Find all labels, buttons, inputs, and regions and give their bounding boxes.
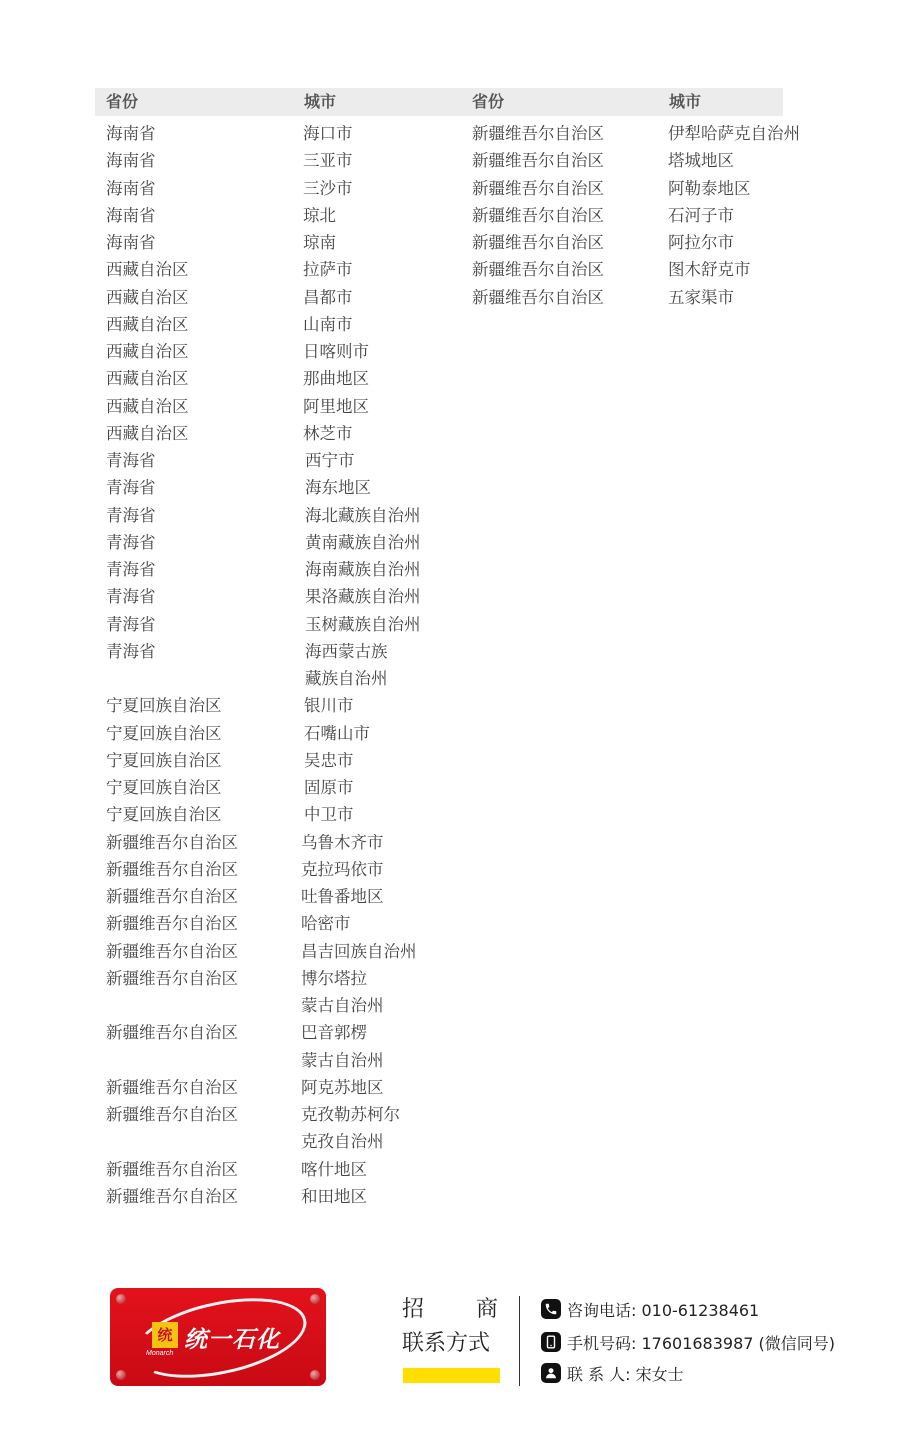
screw-icon [116, 1370, 126, 1380]
row-city: 昌吉回族自治州 [301, 941, 417, 961]
row-province: 新疆维吾尔自治区 [106, 1159, 238, 1179]
row-province: 宁夏回族自治区 [106, 778, 222, 797]
row-province: 青海省 [106, 641, 156, 661]
row-province: 宁夏回族自治区 [106, 723, 222, 743]
row-city: 山南市 [303, 314, 353, 334]
row-province: 宁夏回族自治区 [106, 805, 222, 825]
row-city-continuation: 克孜自治州 [301, 1132, 384, 1152]
row-city: 克孜勒苏柯尔 [301, 1105, 400, 1124]
row-province: 新疆维吾尔自治区 [472, 205, 604, 225]
row-province: 新疆维吾尔自治区 [106, 1105, 238, 1124]
row-province: 青海省 [106, 505, 156, 525]
screw-icon [310, 1370, 320, 1380]
screw-icon [116, 1294, 126, 1304]
row-city: 塔城地区 [668, 151, 734, 171]
recruit-title-char: 招 [402, 1297, 425, 1322]
row-city: 林芝市 [303, 423, 353, 443]
contact-mobile-text: 手机号码: 17601683987 (微信同号) [567, 1333, 836, 1353]
row-city: 昌都市 [303, 287, 353, 307]
row-province: 海南省 [106, 233, 156, 252]
row-city: 五家渠市 [668, 287, 734, 307]
row-province: 宁夏回族自治区 [106, 750, 222, 770]
row-city: 三亚市 [303, 151, 353, 171]
recruit-title [402, 1296, 498, 1324]
row-province: 西藏自治区 [106, 260, 189, 280]
table-header-city: 城市 [669, 92, 702, 111]
row-city: 海西蒙古族 [305, 641, 388, 661]
contact-person-text: 联 系 人: 宋女士 [567, 1364, 684, 1384]
row-city: 西宁市 [305, 451, 355, 470]
row-city: 琼南 [303, 233, 336, 252]
row-city: 喀什地区 [301, 1159, 367, 1179]
row-city: 阿克苏地区 [301, 1077, 384, 1097]
logo-subtext: Monarch [146, 1350, 174, 1357]
contact-subtitle: 联系方式 [402, 1331, 491, 1356]
row-city-continuation: 蒙古自治州 [301, 1050, 384, 1070]
row-province: 青海省 [106, 478, 156, 498]
row-city: 银川市 [304, 696, 354, 716]
logo-name: 统一石化 [184, 1327, 280, 1353]
row-city: 三沙市 [303, 178, 353, 198]
recruit-title-char: 商 [475, 1297, 498, 1322]
row-city: 果洛藏族自治州 [305, 587, 421, 607]
row-province: 宁夏回族自治区 [106, 696, 222, 716]
row-city: 巴音郭楞 [301, 1023, 367, 1043]
row-city: 海南藏族自治州 [305, 560, 421, 579]
row-city: 海北藏族自治州 [305, 505, 421, 525]
row-province: 西藏自治区 [106, 396, 189, 416]
row-province: 新疆维吾尔自治区 [472, 260, 604, 280]
phone-icon [541, 1299, 561, 1319]
row-province: 青海省 [106, 614, 156, 634]
row-city: 拉萨市 [303, 260, 353, 280]
row-city: 图木舒克市 [668, 260, 751, 280]
divider [519, 1296, 520, 1386]
row-city: 日喀则市 [303, 342, 369, 361]
row-province: 海南省 [106, 151, 156, 171]
row-province: 新疆维吾尔自治区 [472, 151, 604, 171]
row-province: 西藏自治区 [106, 423, 189, 443]
row-province: 新疆维吾尔自治区 [106, 1077, 238, 1097]
row-city: 中卫市 [304, 805, 354, 825]
accent-bar [403, 1368, 500, 1383]
row-province: 新疆维吾尔自治区 [106, 1023, 238, 1043]
row-province: 新疆维吾尔自治区 [106, 887, 238, 906]
row-city: 克拉玛依市 [301, 859, 384, 879]
table-header-city: 城市 [304, 92, 337, 111]
contact-phone-text: 咨询电话: 010-61238461 [567, 1300, 760, 1320]
row-province: 新疆维吾尔自治区 [106, 832, 238, 852]
contact-mobile [541, 1330, 835, 1354]
row-province: 西藏自治区 [106, 314, 189, 334]
row-province: 青海省 [106, 560, 156, 579]
row-province: 新疆维吾尔自治区 [106, 1186, 238, 1206]
company-logo [110, 1288, 326, 1386]
table-header-province: 省份 [472, 92, 505, 111]
contact-person [541, 1361, 684, 1385]
row-city-continuation: 蒙古自治州 [301, 996, 384, 1015]
row-city: 伊犁哈萨克自治州 [668, 124, 800, 143]
table-header-province: 省份 [106, 92, 139, 111]
row-province: 海南省 [106, 205, 156, 225]
row-city: 博尔塔拉 [301, 968, 367, 988]
row-city: 哈密市 [301, 914, 351, 934]
row-city: 阿里地区 [303, 396, 369, 416]
logo-mark: 统 [152, 1322, 178, 1348]
row-province: 新疆维吾尔自治区 [472, 178, 604, 198]
row-city: 阿勒泰地区 [668, 178, 751, 198]
row-city: 海东地区 [305, 478, 371, 498]
row-city: 乌鲁木齐市 [301, 832, 384, 852]
row-city: 和田地区 [301, 1186, 367, 1206]
row-province: 新疆维吾尔自治区 [106, 914, 238, 934]
row-city: 琼北 [303, 205, 336, 225]
screw-icon [310, 1294, 320, 1304]
row-province: 新疆维吾尔自治区 [106, 859, 238, 879]
row-province: 西藏自治区 [106, 342, 189, 361]
contact-phone [541, 1297, 759, 1321]
row-city: 固原市 [304, 778, 354, 797]
row-province: 西藏自治区 [106, 369, 189, 389]
row-city: 石河子市 [668, 205, 734, 225]
mobile-icon [541, 1332, 561, 1352]
row-province: 海南省 [106, 124, 156, 143]
row-province: 青海省 [106, 532, 156, 552]
row-city: 那曲地区 [303, 369, 369, 389]
row-province: 海南省 [106, 178, 156, 198]
row-city-continuation: 藏族自治州 [305, 669, 388, 688]
row-city: 吐鲁番地区 [301, 887, 384, 906]
row-province: 新疆维吾尔自治区 [106, 968, 238, 988]
row-province: 青海省 [106, 587, 156, 607]
row-city: 阿拉尔市 [668, 233, 734, 252]
row-city: 石嘴山市 [304, 723, 370, 743]
row-province: 青海省 [106, 451, 156, 470]
row-province: 西藏自治区 [106, 287, 189, 307]
row-city: 黄南藏族自治州 [305, 532, 421, 552]
row-province: 新疆维吾尔自治区 [472, 233, 604, 252]
row-province: 新疆维吾尔自治区 [472, 124, 604, 143]
row-city: 吴忠市 [304, 750, 354, 770]
row-city: 海口市 [303, 124, 353, 143]
row-province: 新疆维吾尔自治区 [472, 287, 604, 307]
row-province: 新疆维吾尔自治区 [106, 941, 238, 961]
row-city: 玉树藏族自治州 [305, 614, 421, 634]
person-icon [541, 1363, 561, 1383]
